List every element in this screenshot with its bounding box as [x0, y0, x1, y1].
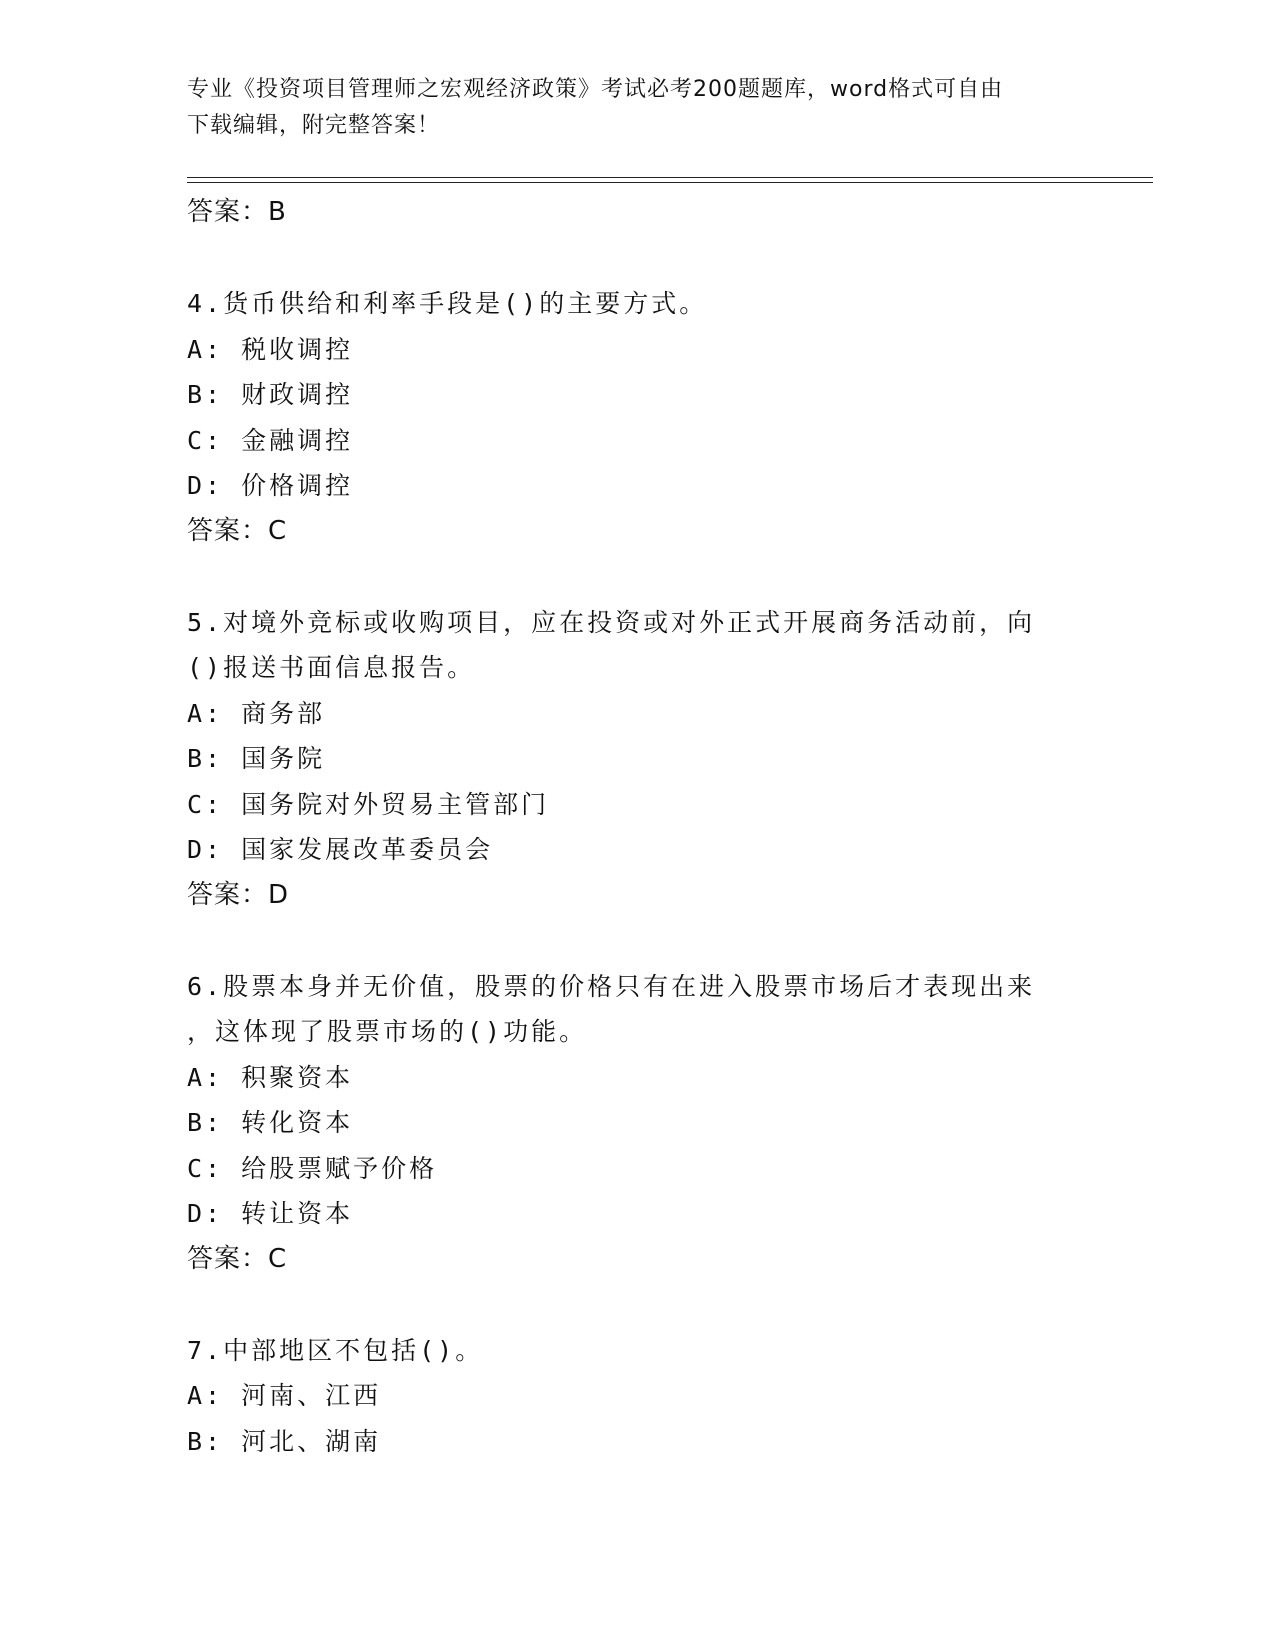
option-d: D: 国家发展改革委员会 [187, 835, 494, 864]
option-d: D: 转让资本 [187, 1199, 354, 1228]
answer-label: 答案：C [187, 1243, 288, 1274]
header-line-2: 下载编辑，附完整答案！ [187, 113, 441, 138]
spacer [187, 234, 1087, 281]
question-list [187, 190, 1087, 1464]
spacer [187, 917, 1087, 964]
document-header [187, 72, 1087, 144]
question-text: 5.对境外竞标或收购项目，应在投资或对外正式开展商务活动前，向 [187, 607, 1036, 637]
option-c: C: 国务院对外贸易主管部门 [187, 789, 550, 819]
option-c: C: 金融调控 [187, 425, 354, 455]
answer-label: 答案：D [187, 879, 290, 910]
question-text-continued: ()报送书面信息报告。 [187, 653, 476, 682]
option-b: B: 国务院 [187, 744, 326, 773]
answer-label: 答案：C [187, 515, 288, 546]
question-block [187, 1328, 1087, 1465]
option-a: A: 税收调控 [187, 334, 354, 364]
option-a: A: 积聚资本 [187, 1062, 354, 1092]
question-text-continued: ，这体现了股票市场的()功能。 [187, 1017, 588, 1046]
question-text: 4.货币供给和利率手段是()的主要方式。 [187, 289, 708, 318]
option-b: B: 河北、湖南 [187, 1426, 382, 1456]
previous-answer: 答案：B [187, 197, 287, 227]
option-b: B: 财政调控 [187, 380, 354, 409]
question-block [187, 964, 1087, 1281]
question-text: 7.中部地区不包括()。 [187, 1335, 484, 1365]
spacer [187, 1281, 1087, 1328]
option-c: C: 给股票赋予价格 [187, 1153, 438, 1183]
spacer [187, 553, 1087, 600]
header-rule-bottom [187, 182, 1153, 183]
header-rule-top [187, 177, 1153, 178]
question-block [187, 600, 1087, 917]
option-a: A: 商务部 [187, 698, 326, 728]
question-block [187, 281, 1087, 553]
option-d: D: 价格调控 [187, 471, 354, 500]
question-text: 6.股票本身并无价值，股票的价格只有在进入股票市场后才表现出来 [187, 971, 1036, 1001]
option-b: B: 转化资本 [187, 1108, 354, 1137]
header-line-1: 专业《投资项目管理师之宏观经济政策》考试必考200题题库，word格式可自由 [187, 77, 1004, 102]
option-a: A: 河南、江西 [187, 1381, 382, 1410]
